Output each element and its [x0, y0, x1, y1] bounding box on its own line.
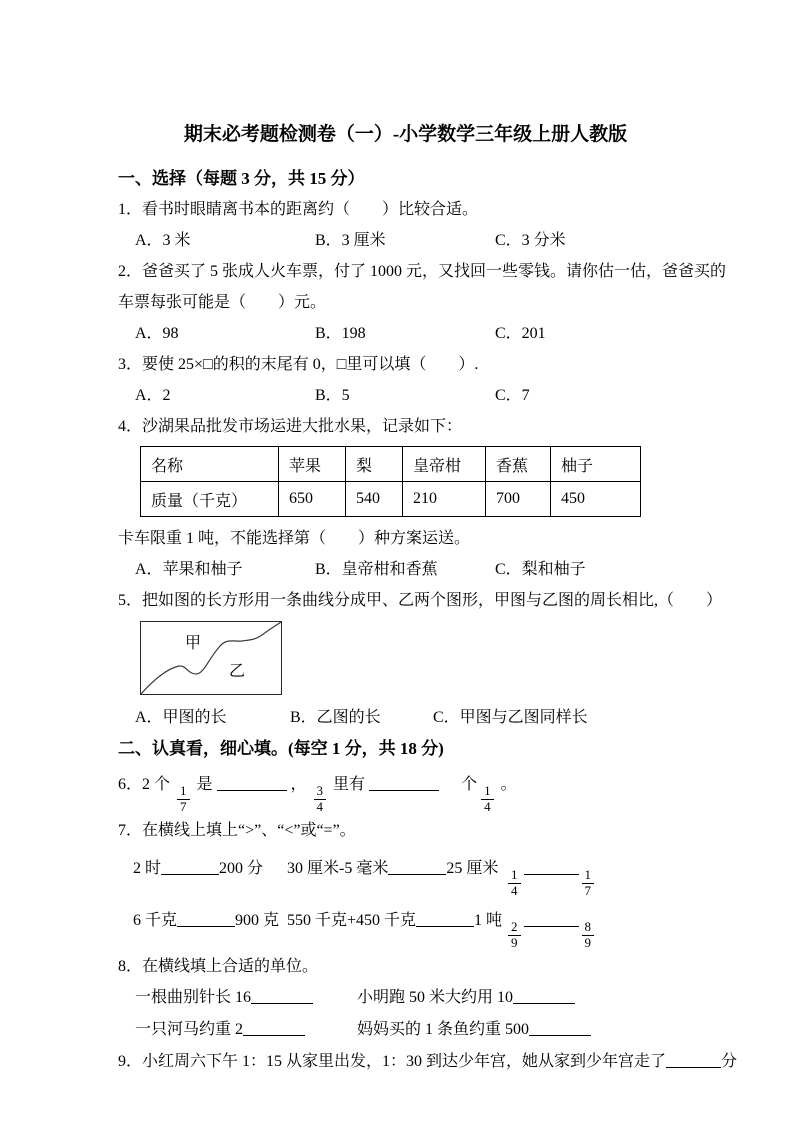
- question-6-mid3: 个: [461, 776, 478, 793]
- question-7-row-1: [118, 846, 693, 899]
- compare-item: [133, 898, 287, 951]
- compare-right: 900 克: [235, 912, 280, 930]
- question-2-options: [118, 318, 693, 349]
- page-title: 期末必考题检测卷（一）-小学数学三年级上册人教版: [183, 124, 628, 145]
- table-row-label: 质量（千克）: [141, 482, 279, 517]
- fill-blank: [217, 787, 287, 791]
- question-1-stem: 1．看书时眼睛离书本的距离约（ ）比较合适。: [118, 201, 479, 218]
- question-6-mid2: 里有: [333, 776, 366, 793]
- question-2-stem-line2: 车票每张可能是（ ）元。: [118, 294, 327, 311]
- question-7-row-2: [118, 898, 693, 951]
- unit-text: 小明跑 50 米大约用 10: [357, 989, 514, 1007]
- unit-text: 一根曲别针长 16: [135, 989, 252, 1007]
- option-b: B．皇帝柑和香蕉: [315, 561, 438, 578]
- fraction-one-seventh: $\frac{1}{7}$: [177, 784, 190, 815]
- option-b: B．乙图的长: [290, 709, 381, 726]
- fill-blank: [388, 871, 446, 875]
- table-header-cell: 苹果: [279, 447, 346, 482]
- question-2-stem-line1: 2．爸爸买了 5 张成人火车票，付了 1000 元，又找回一些零钱。请你估一估，爸爸买的: [118, 263, 727, 280]
- table-header-cell: 名称: [141, 447, 279, 482]
- fill-blank: [524, 923, 579, 927]
- question-7-stem: 7．在横线上填上“>”、“<”或“=”。: [118, 821, 356, 839]
- fill-blank: [369, 787, 439, 791]
- option-c: C．201: [495, 325, 546, 342]
- fraction-eight-ninths: $\frac{8}{9}$: [582, 920, 595, 951]
- question-5-options: [118, 702, 693, 733]
- question-8-row-1: [118, 982, 693, 1014]
- compare-left: 2 时: [133, 859, 162, 877]
- table-value-cell: 450: [551, 482, 641, 517]
- section-two-heading: 二、认真看，细心填。(每空 1 分，共 18 分): [118, 739, 444, 758]
- compare-item: [287, 898, 505, 951]
- compare-right: 200 分: [219, 859, 264, 877]
- table-header-cell: 香蕉: [486, 447, 551, 482]
- option-c: C．3 分米: [495, 232, 566, 249]
- unit-item: [135, 1014, 357, 1046]
- compare-left: 550 千克+450 千克: [287, 912, 417, 930]
- figure-label-yi: 乙: [229, 663, 246, 680]
- fill-blank: [529, 1032, 591, 1036]
- compare-right: 1 吨: [474, 912, 503, 930]
- question-8-stem: 8．在横线填上合适的单位。: [118, 958, 319, 976]
- fruit-weight-table: [140, 446, 641, 517]
- compare-item: [133, 846, 287, 899]
- fraction-one-fourth: $\frac{1}{4}$: [481, 784, 494, 815]
- question-6-mid1: 是: [196, 776, 213, 793]
- unit-item: [357, 982, 693, 1014]
- compare-item: [287, 846, 505, 899]
- option-a: A．3 米: [135, 232, 191, 249]
- figure-label-jia: 甲: [185, 635, 202, 652]
- question-8-row-2: [118, 1014, 693, 1046]
- option-b: B．3 厘米: [315, 232, 386, 249]
- table-value-row: [141, 482, 641, 517]
- question-9: [118, 1046, 738, 1077]
- compare-item-fractions: [505, 846, 693, 899]
- question-4-note: 卡车限重 1 吨，不能选择第（ ）种方案运送。: [118, 530, 471, 547]
- unit-item: [135, 982, 357, 1014]
- question-1-options: [118, 225, 693, 256]
- question-9-text: 9．小红周六下午 1：15 从家里出发，1：30 到达少年宫，她从家到少年宫走了: [118, 1053, 667, 1071]
- section-one-heading: 一、选择（每题 3 分，共 15 分）: [118, 169, 365, 188]
- question-3-options: [118, 380, 693, 411]
- fill-blank: [251, 1000, 313, 1004]
- fraction-three-fourths: $\frac{3}{4}$: [314, 784, 327, 815]
- question-4-options: [118, 554, 693, 585]
- fraction-one-fourth: $\frac{1}{4}$: [508, 868, 521, 899]
- option-a: A．苹果和柚子: [135, 561, 243, 578]
- question-4-stem: 4．沙湖果品批发市场运进大批水果，记录如下：: [118, 418, 463, 435]
- question-3-stem: 3．要使 25×□的积的末尾有 0，□里可以填（ ）.: [118, 356, 479, 373]
- question-9-unit: 分: [721, 1053, 738, 1071]
- question-6-pre: 6．2 个: [118, 776, 171, 793]
- table-header-cell: 梨: [346, 447, 403, 482]
- unit-text: 妈妈买的 1 条鱼约重 500: [357, 1021, 530, 1039]
- option-c: C．7: [495, 387, 530, 404]
- fill-blank: [243, 1032, 305, 1036]
- fill-blank: [177, 923, 235, 927]
- dividing-curve: [141, 622, 281, 694]
- compare-left: 6 千克: [133, 912, 178, 930]
- table-value-cell: 650: [279, 482, 346, 517]
- table-value-cell: 540: [346, 482, 403, 517]
- option-b: B．198: [315, 325, 366, 342]
- unit-item: [357, 1014, 693, 1046]
- rectangle-curve-figure: [140, 621, 282, 695]
- fill-blank: [666, 1064, 721, 1068]
- option-a: A．2: [135, 387, 171, 404]
- fill-blank: [524, 871, 579, 875]
- option-c: C．甲图与乙图同样长: [433, 709, 588, 726]
- table-header-row: [141, 447, 641, 482]
- fill-blank: [513, 1000, 575, 1004]
- option-a: A．98: [135, 325, 179, 342]
- table-header-cell: 柚子: [551, 447, 641, 482]
- fill-blank: [161, 871, 219, 875]
- question-5-stem: 5．把如图的长方形用一条曲线分成甲、乙两个图形，甲图与乙图的周长相比,（ ）: [118, 592, 723, 609]
- question-6: [118, 764, 693, 815]
- fraction-two-ninths: $\frac{2}{9}$: [508, 920, 521, 951]
- compare-right: 25 厘米: [446, 859, 499, 877]
- table-value-cell: 210: [403, 482, 486, 517]
- compare-item-fractions: [505, 898, 693, 951]
- unit-text: 一只河马约重 2: [135, 1021, 244, 1039]
- fill-blank: [416, 923, 474, 927]
- question-6-end: 。: [500, 776, 517, 793]
- compare-left: 30 厘米-5 毫米: [287, 859, 389, 877]
- comma: ，: [290, 776, 307, 793]
- option-b: B．5: [315, 387, 350, 404]
- option-a: A．甲图的长: [135, 709, 227, 726]
- option-c: C．梨和柚子: [495, 561, 586, 578]
- table-header-cell: 皇帝柑: [403, 447, 486, 482]
- fraction-one-seventh: $\frac{1}{7}$: [582, 868, 595, 899]
- table-value-cell: 700: [486, 482, 551, 517]
